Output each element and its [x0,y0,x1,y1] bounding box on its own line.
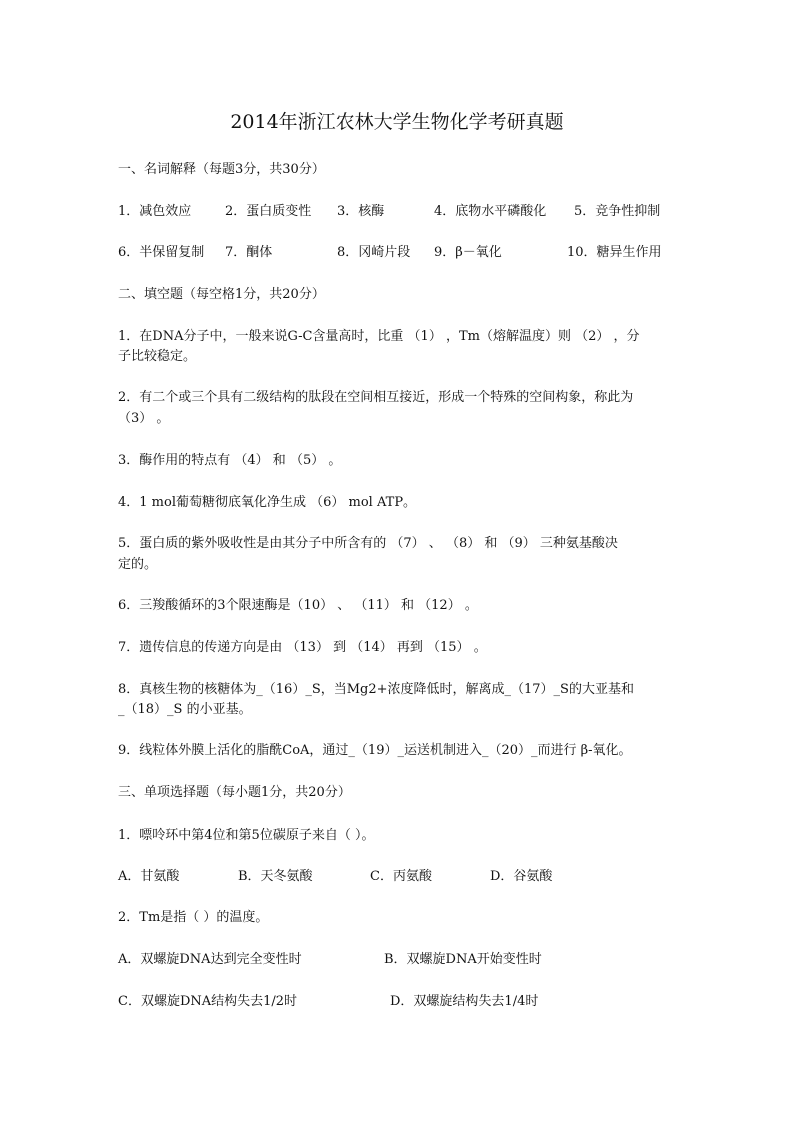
option: B．双螺旋DNA开始变性时 [384,952,542,967]
question: 子比较稳定。 [118,349,197,364]
question: 3．酶作用的特点有 （4） 和 （5） 。 [118,453,342,468]
page-title: 2014年浙江农林大学生物化学考研真题 [230,111,564,133]
question: 2．Tm是指（ ）的温度。 [118,910,269,925]
question: 5．蛋白质的紫外吸收性是由其分子中所含有的 （7） 、 （8） 和 （9） 三种氨基酸决 [118,536,618,551]
question: 1．嘌呤环中第4位和第5位碳原子来自（ ）。 [118,828,375,843]
option: D．谷氨酸 [490,869,553,884]
term: 4．底物水平磷酸化 [434,204,547,219]
section-heading: 二、填空题（每空格1分，共20分） [118,287,325,302]
question: 定的。 [118,557,158,572]
option: A．甘氨酸 [118,869,180,884]
question: 9．线粒体外膜上活化的脂酰CoA，通过_（19）_运送机制进入_（20）_而进行 β-氧化。 [118,743,632,758]
term: 9．β－氧化 [434,245,502,260]
term: 3．核酶 [337,204,385,219]
question: （3） 。 [118,411,170,426]
term: 5．竞争性抑制 [574,204,661,219]
question: 6．三羧酸循环的3个限速酶是（10） 、 （11） 和 （12） 。 [118,598,478,613]
term: 6．半保留复制 [118,245,205,260]
term: 7．酮体 [225,245,273,260]
question: 7．遗传信息的传递方向是由 （13） 到 （14） 再到 （15） 。 [118,640,487,655]
question: _（18）_S 的小亚基。 [118,702,252,717]
question: 4．1 mol葡萄糖彻底氧化净生成 （6） mol ATP。 [118,495,417,510]
question: 2．有二个或三个具有二级结构的肽段在空间相互接近，形成一个特殊的空间构象，称此为 [118,390,634,405]
term: 2．蛋白质变性 [225,204,312,219]
term: 1．减色效应 [118,204,192,219]
question: 1．在DNA分子中，一般来说G-C含量高时，比重 （1） ，Tm（熔解温度）则 （2） ，分 [118,329,640,344]
term: 8．冈崎片段 [337,245,411,260]
option: C．丙氨酸 [370,869,432,884]
option: C．双螺旋DNA结构失去1/2时 [118,994,298,1009]
option: D．双螺旋结构失去1/4时 [390,994,539,1009]
option: A．双螺旋DNA达到完全变性时 [118,952,302,967]
term: 10．糖异生作用 [567,245,662,260]
section-heading: 一、名词解释（每题3分，共30分） [118,162,325,177]
section-heading: 三、单项选择题（每小题1分，共20分） [118,785,351,800]
option: B．天冬氨酸 [238,869,313,884]
question: 8．真核生物的核糖体为_（16）_S，当Mg2+浓度降低时，解离成_（17）_S的大亚基和 [118,682,634,697]
